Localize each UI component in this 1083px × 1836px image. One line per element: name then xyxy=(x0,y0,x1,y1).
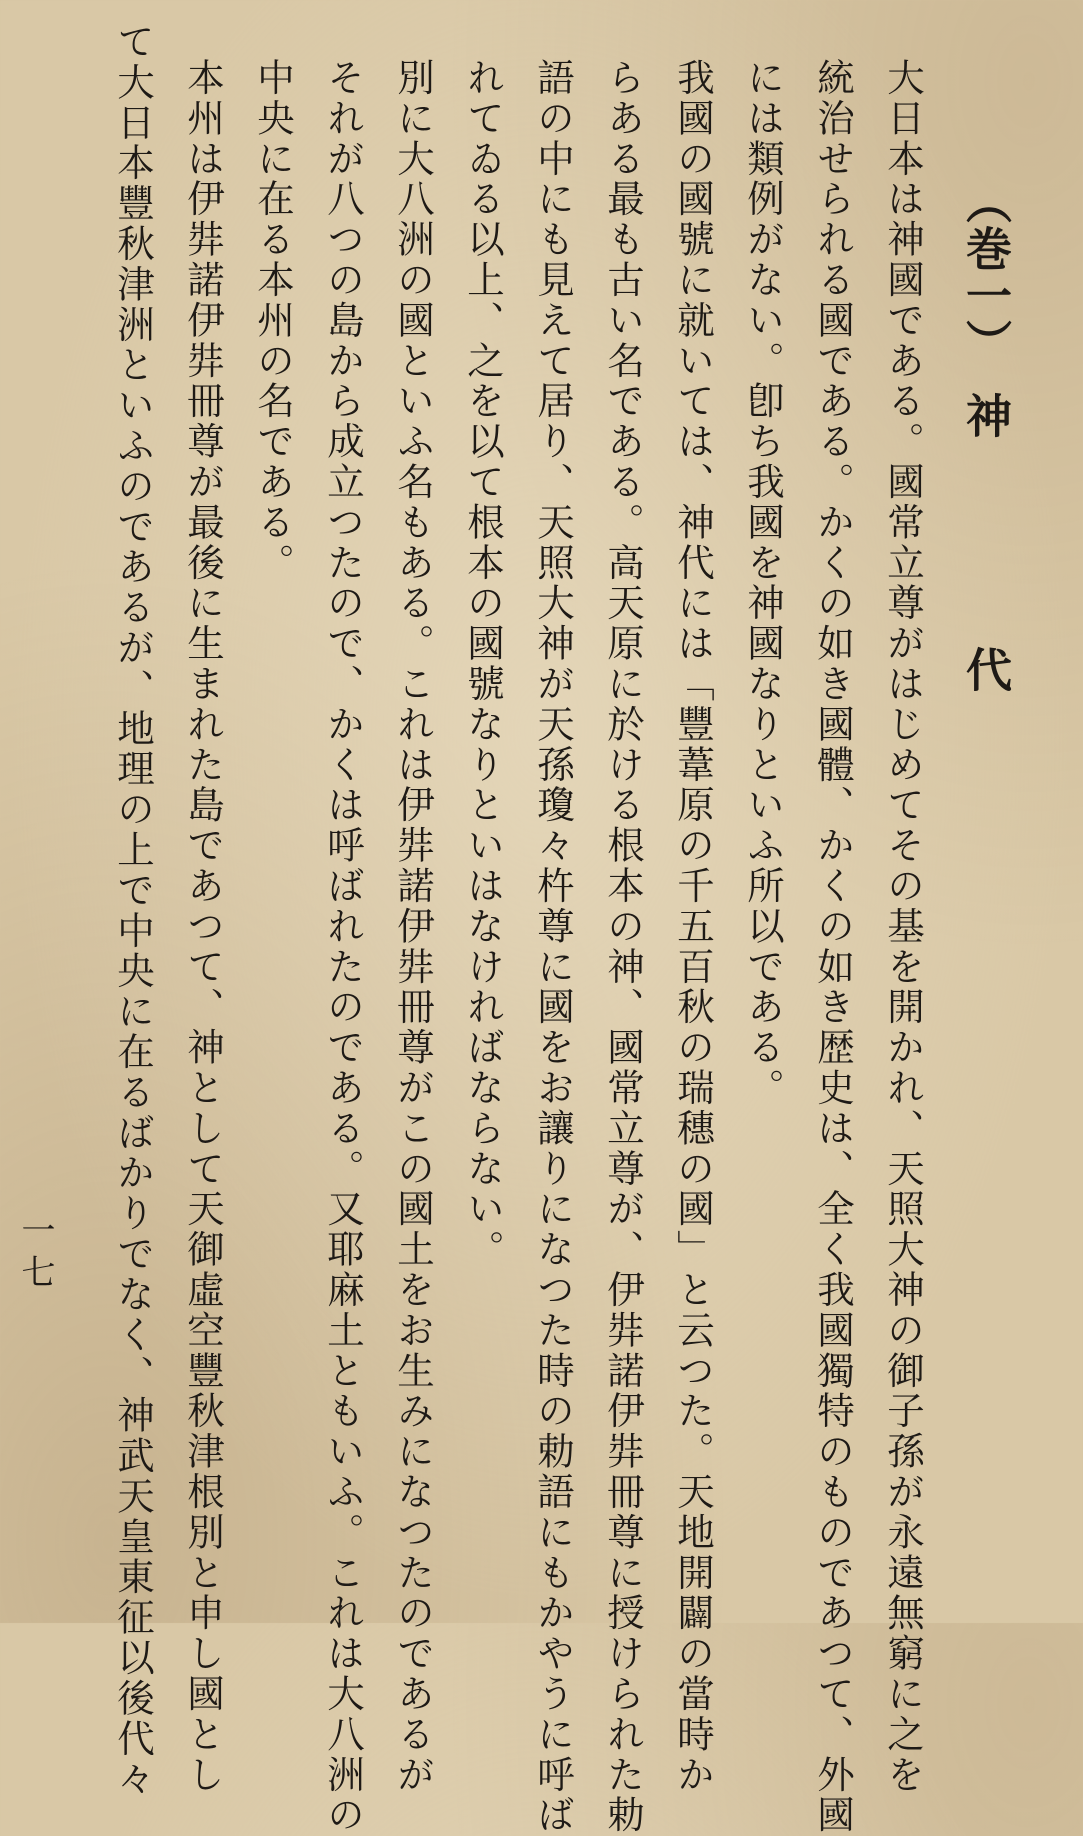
text-column: 中央に在る本州の名である。 xyxy=(251,58,295,584)
page-number: 一七 xyxy=(15,1212,55,1296)
text-column: 大日本は神國である。國常立尊がはじめてその基を開かれ、天照大神の御子孫が永遠無窮に之を xyxy=(881,58,925,1796)
text-column: 語の中にも見えて居り、天照大神が天孫瓊々杵尊に國をお讓りになつた時の勅語にもかやうに呼ば xyxy=(531,58,575,1836)
volume-label: （巻一） xyxy=(959,178,1013,366)
text-column: には類例がない。卽ち我國を神國なりといふ所以である。 xyxy=(741,58,785,1109)
text-column: れてゐる以上、之を以て根本の國號なりといはなければならない。 xyxy=(461,58,505,1270)
chapter-heading: 神代 xyxy=(959,392,1013,900)
chapter-title xyxy=(959,178,1013,900)
text-column: らある最も古い名である。高天原に於ける根本の神、國常立尊が、伊弉諾伊弉冊尊に授けられた勅 xyxy=(601,58,645,1836)
text-column: て大日本豐秋津洲といふのであるが、地理の上で中央に在るばかりでなく、神武天皇東征以後代々 xyxy=(111,22,155,1800)
text-column: 我國の國號に就いては、神代には「豐葦原の千五百秋の瑞穗の國」と云つた。天地開闢の當時か xyxy=(671,58,715,1796)
text-column: 統治せられる國である。かくの如き國體、かくの如き歴史は、全く我國獨特のものであつて、外國 xyxy=(811,58,855,1836)
text-column: それが八つの島から成立つたので、かくは呼ばれたのである。又耶麻土ともいふ。これは大八洲の xyxy=(321,58,365,1836)
text-column: 本州は伊弉諾伊弉冊尊が最後に生まれた島であつて、神として天御虛空豐秋津根別と申し國とし xyxy=(181,58,225,1796)
text-column: 別に大八洲の國といふ名もある。これは伊弉諾伊弉冊尊がこの國土をお生みになつたのであるが xyxy=(391,58,435,1796)
